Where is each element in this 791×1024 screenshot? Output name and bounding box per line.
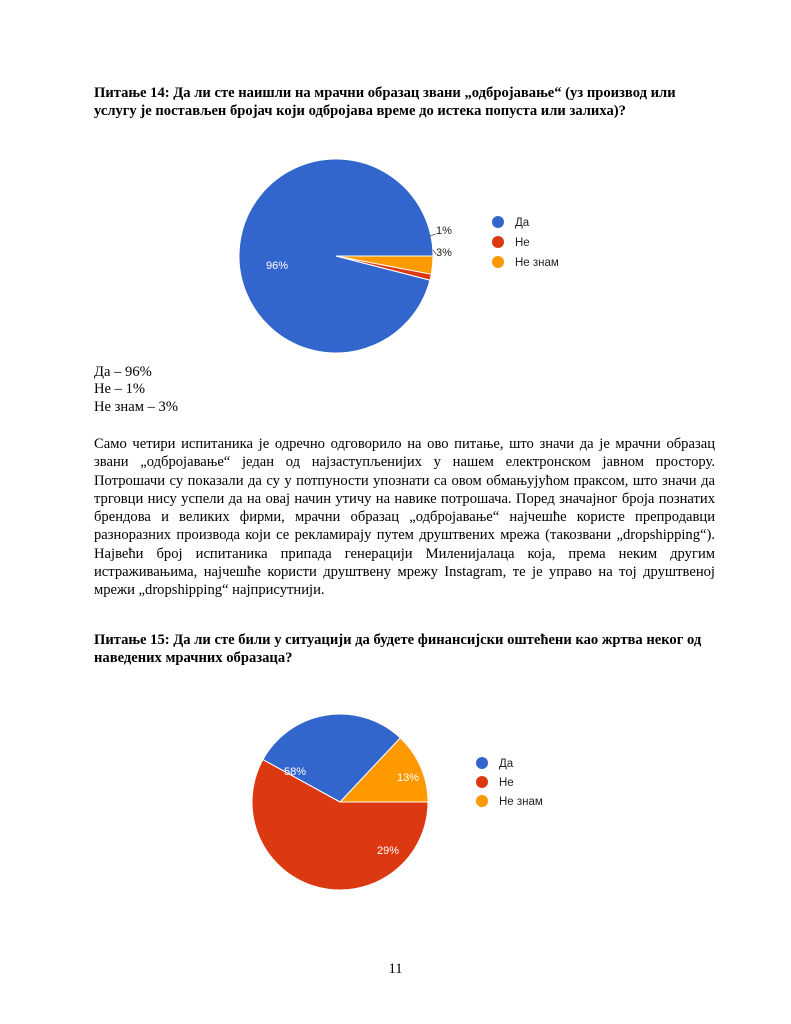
legend-marker-да bbox=[492, 216, 504, 228]
legend-label-не: Не bbox=[515, 237, 530, 249]
legend-marker-не-знам bbox=[476, 795, 488, 807]
pie-chart-question-14 bbox=[0, 0, 791, 380]
page-number: 11 bbox=[388, 961, 403, 977]
question-15-heading: Питање 15: Да ли сте били у ситуацији да будете финансијски оштећени као жртва неког од наведених мрачних образаца? bbox=[94, 632, 702, 666]
slice-label-да: 29% bbox=[377, 845, 400, 857]
slice-label-да: 96% bbox=[266, 260, 289, 272]
legend-marker-не bbox=[492, 236, 504, 248]
legend-label-не-знам: Не знам bbox=[499, 796, 543, 808]
slice-label-не-знам: 3% bbox=[436, 247, 452, 259]
question-14-heading: Питање 14: Да ли сте наишли на мрачни образац звани „одбројавање“ (уз производ или услугу је постављен бројач који одбројава време до истека попуста или залиха)? bbox=[94, 85, 676, 119]
legend-marker-не-знам bbox=[492, 256, 504, 268]
legend-marker-не bbox=[476, 776, 488, 788]
legend-label-не-знам: Не знам bbox=[515, 257, 559, 269]
slice-label-не: 1% bbox=[436, 225, 452, 237]
legend-label-не: Не bbox=[499, 777, 514, 789]
question-14-results bbox=[94, 364, 178, 416]
pie-chart-question-15 bbox=[0, 680, 791, 910]
result-line-dont-know: Не знам – 3% bbox=[94, 398, 178, 415]
legend-marker-да bbox=[476, 757, 488, 769]
legend-label-да: Да bbox=[515, 217, 530, 229]
slice-label-не: 58% bbox=[284, 766, 307, 778]
slice-label-не-знам: 13% bbox=[397, 772, 420, 784]
result-line-yes: Да – 96% bbox=[94, 364, 152, 380]
question-14-analysis-paragraph: Само четири испитаника је одречно одговорило на ово питање, што значи да је мрачни образац звани „одбројавање“ један од најзаступљенијих у нашем електронском јавном простору. Потрошачи су показали да су у потпуности упознати са овом обмањујућом праксом, што значи да трговци нису успели да на овај начин утичу на навике потрошача. Поред значајног броја познатих брендова и великих фирми, мрачни образац „одбројавање“ најчешће користе препродавци разноразних производа који се рекламирају путем друштвених мрежа (такозвани „dropshipping“). Највећи број испитаника припада генерацији Миленијалаца која, према неким другим истраживањима, најчешће користи друштвену мрежу Instagram, те је управо на тој друштвеној мрежи „dropshipping“ најприсутнији. bbox=[94, 436, 715, 599]
legend-label-да: Да bbox=[499, 758, 514, 770]
result-line-no: Не – 1% bbox=[94, 381, 146, 398]
